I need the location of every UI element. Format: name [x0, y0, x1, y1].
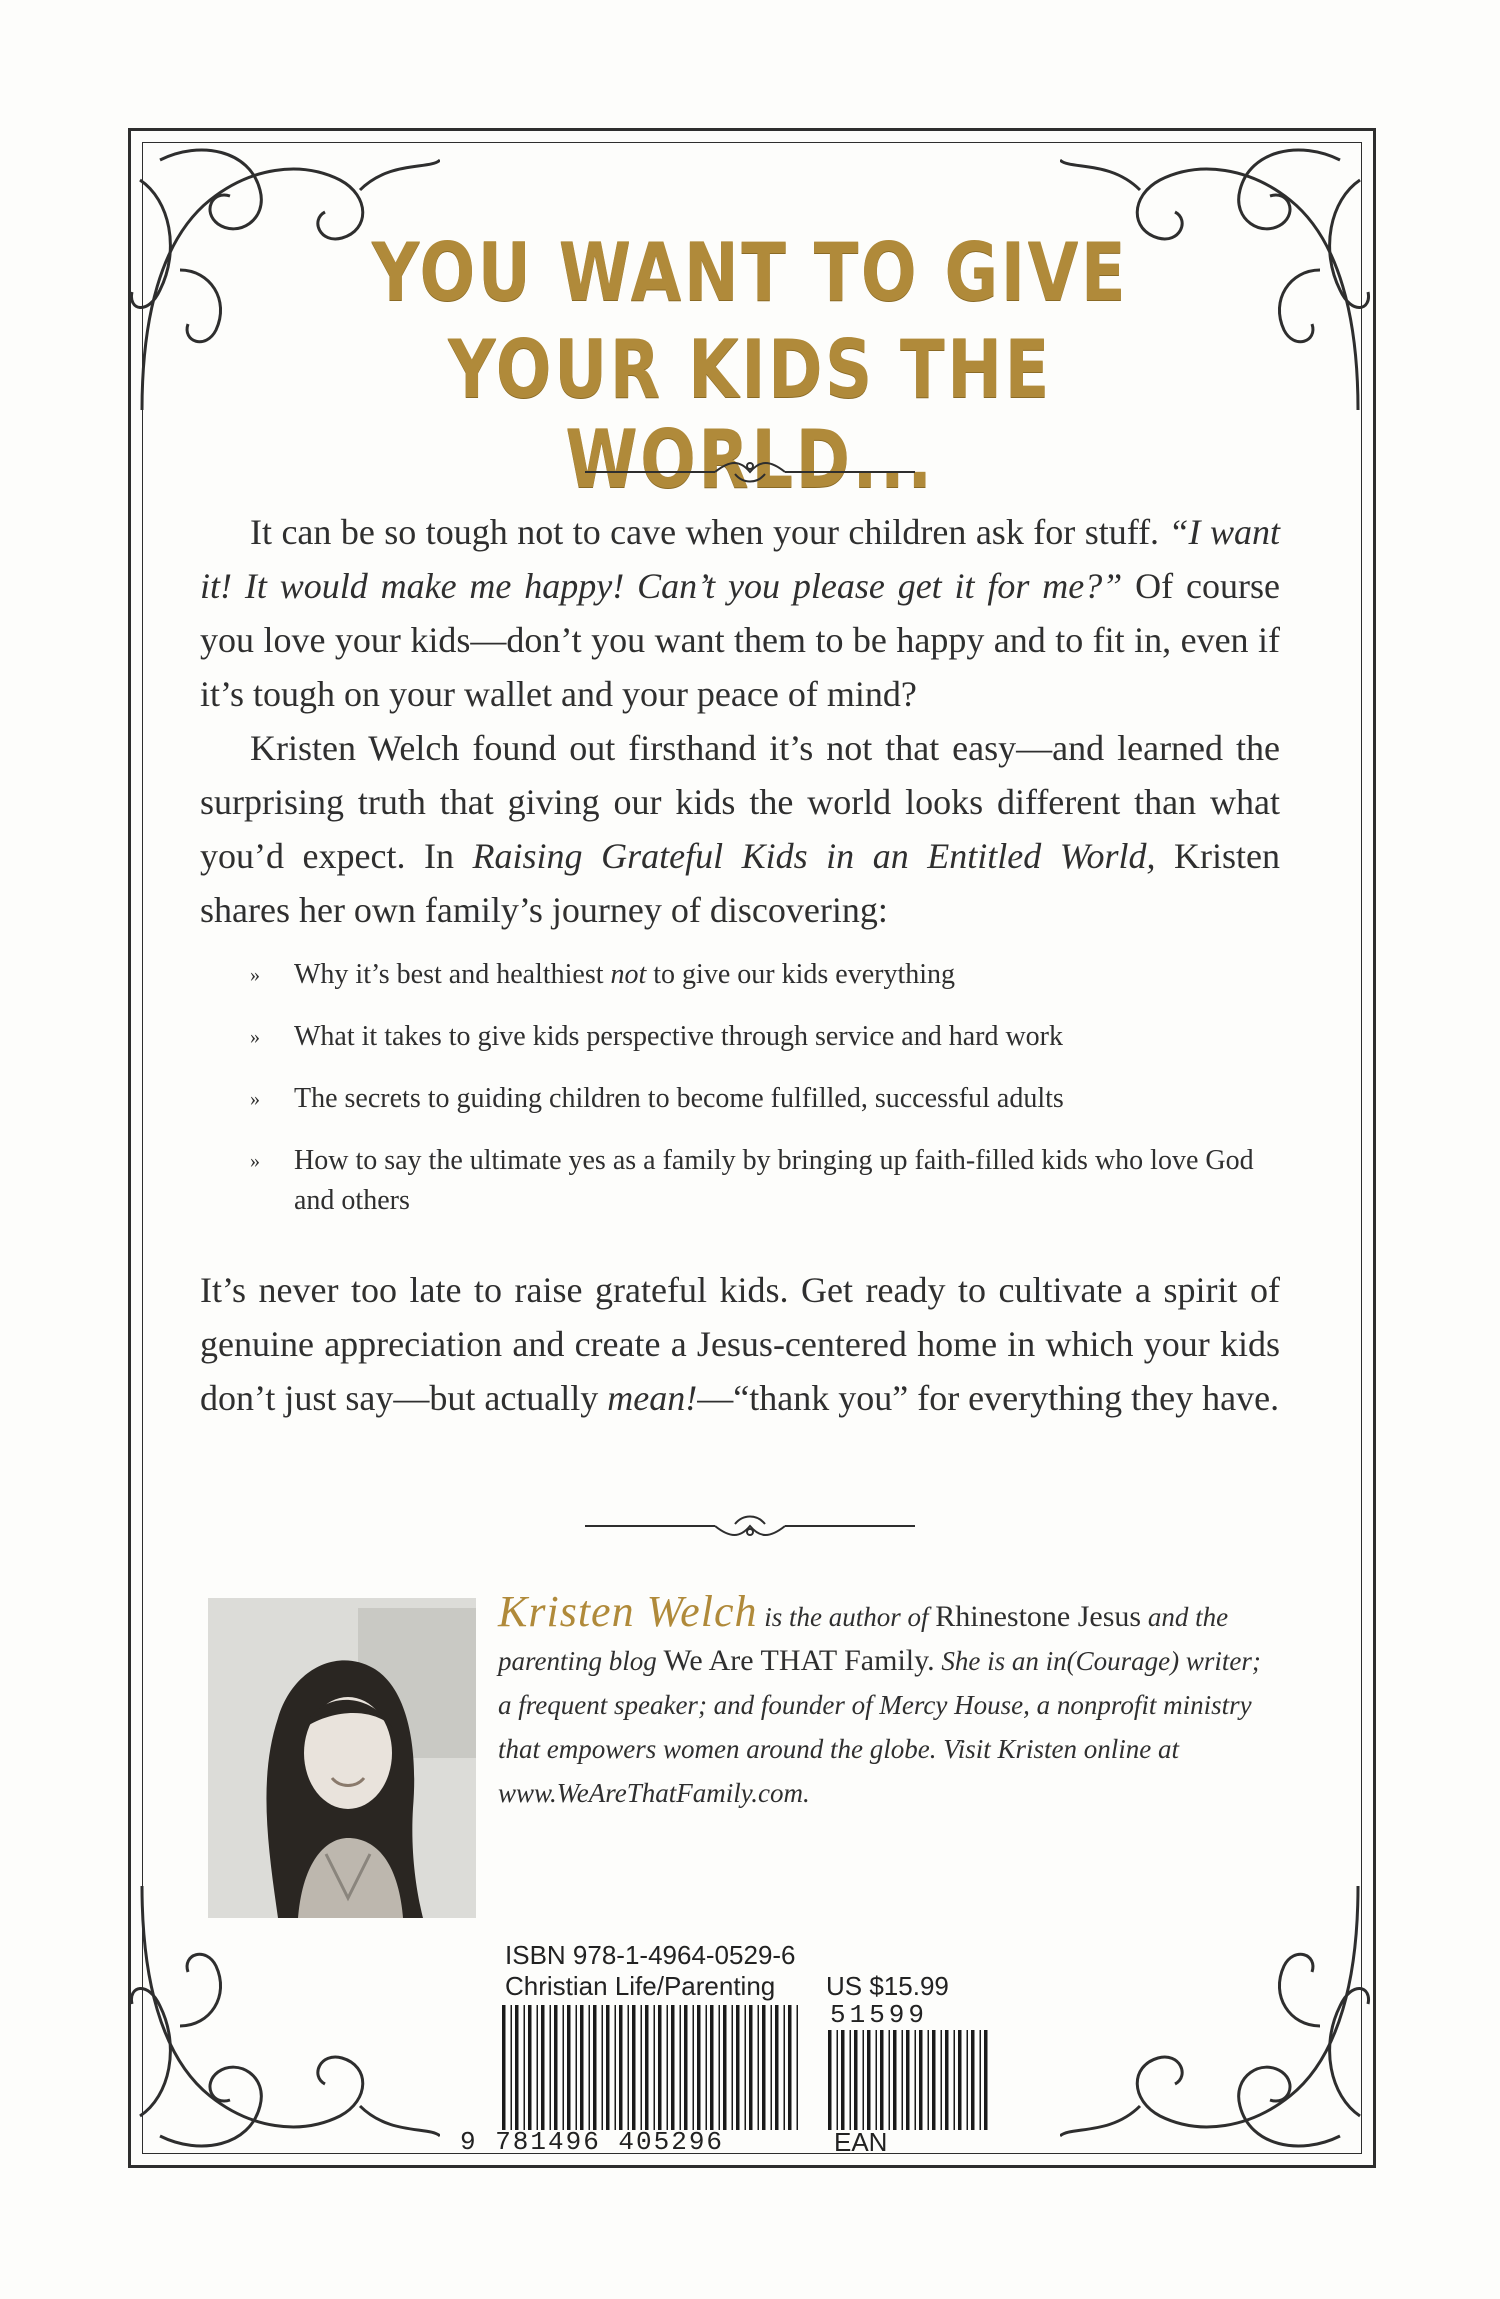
list-item — [250, 1017, 1280, 1057]
barcode-bar — [867, 2030, 871, 2130]
barcode-bar — [984, 2030, 988, 2130]
barcode-bar — [850, 2030, 852, 2130]
author-bio — [498, 1587, 1278, 1815]
bullet-text: What it takes to give kids perspective through service and hard work — [294, 1021, 1063, 1052]
closing-text-a: It’s never too late to raise grateful kids. Get ready to cultivate a spirit of genuine appreciation and create a Jesus-centered home in which your kids don’t just say—but actually — [200, 1270, 1280, 1418]
barcode-bar — [837, 2030, 839, 2130]
barcode-bar — [915, 2030, 917, 2130]
barcode-bar — [749, 2005, 753, 2130]
barcode-bar — [706, 2005, 708, 2130]
barcode-bar — [658, 2005, 662, 2130]
barcode-bar — [732, 2005, 734, 2130]
bullet-text: The secrets to guiding children to become fulfilled, successful adults — [294, 1083, 1064, 1114]
barcode-bar — [958, 2030, 962, 2130]
barcode-bar — [589, 2005, 591, 2130]
isbn-label: ISBN 978-1-4964-0529-6 — [505, 1940, 796, 1970]
bullet-emphasis: not — [610, 959, 647, 990]
barcode-bar — [632, 2005, 636, 2130]
barcode-bar — [876, 2030, 878, 2130]
barcode-bar — [680, 2005, 682, 2130]
barcode-bar — [758, 2005, 760, 2130]
divider-flourish-top-icon — [585, 452, 915, 492]
barcode-bar — [945, 2030, 949, 2130]
barcode-bar — [541, 2005, 545, 2130]
barcode-bar — [719, 2005, 721, 2130]
list-item — [250, 1141, 1280, 1221]
bio-blog-name: We Are THAT Family. — [663, 1644, 935, 1677]
barcode-bar — [593, 2005, 597, 2130]
barcode-bar — [667, 2005, 669, 2130]
barcode-bar — [784, 2005, 786, 2130]
intro-quote: “I want it! It would make me happy! Can’t you please get it for me?” — [200, 512, 1280, 606]
barcode-bar — [654, 2005, 656, 2130]
bio-text-2: and the parenting blog — [498, 1602, 1229, 1676]
barcode-bar — [902, 2030, 904, 2130]
bullet-marker: » — [250, 1088, 260, 1110]
bullet-text: Why it’s best and healthiest — [294, 959, 611, 990]
intro-text-a: It can be so tough not to cave when your children ask for stuff. — [250, 512, 1169, 552]
barcode-bar — [736, 2005, 740, 2130]
bullet-text-end: to give our kids everything — [646, 959, 956, 990]
intro-paragraph-1 — [200, 505, 1280, 721]
ean-label: EAN — [834, 2127, 888, 2157]
barcode-bar — [797, 2005, 799, 2130]
closing-text-b: —“thank you” for everything they have. — [697, 1378, 1280, 1418]
bullet-marker: » — [250, 964, 260, 986]
barcode-bar — [828, 2030, 832, 2130]
barcode-bar — [880, 2030, 884, 2130]
barcode-bar — [762, 2005, 766, 2130]
barcode-bar — [563, 2005, 565, 2130]
barcode-bar — [615, 2005, 617, 2130]
category-label: Christian Life/Parenting — [505, 1971, 776, 2001]
barcode-bar — [697, 2005, 701, 2130]
barcode-main-icon — [500, 2005, 805, 2130]
intro-paragraph-2 — [200, 721, 1280, 937]
barcode-bar — [971, 2030, 975, 2130]
headline-line-2: YOUR KIDS THE WORLD... — [448, 323, 1052, 506]
barcode-bar — [619, 2005, 623, 2130]
barcode-bar — [502, 2005, 506, 2130]
barcode-digits: 9 781496 405296 — [460, 2127, 725, 2157]
barcode-bar — [771, 2005, 773, 2130]
intro-text-b: Of course you love your kids—don’t you want them to be happy and to fit in, even if it’s tough on your wallet and your peace of mind? — [200, 566, 1280, 714]
book-title: Raising Grateful Kids in an Entitled World, — [472, 836, 1156, 876]
barcode-bar — [967, 2030, 969, 2130]
barcode-bar — [723, 2005, 727, 2130]
barcode-bar — [684, 2005, 688, 2130]
barcode-bar — [928, 2030, 930, 2130]
barcode-bar — [710, 2005, 714, 2130]
bio-text-3: She is an in(Courage) writer; a frequent speaker; and founder of Mercy House, a nonprofit ministry that empowers women around the globe. Visit Kristen online at www.WeAreThatFamily.com. — [498, 1646, 1261, 1808]
author-photo — [208, 1598, 476, 1918]
list-item — [250, 1079, 1280, 1119]
barcode-bar — [745, 2005, 747, 2130]
author-name: Kristen Welch — [498, 1587, 758, 1636]
barcode-bar — [537, 2005, 539, 2130]
bullet-marker: » — [250, 1150, 260, 1172]
price-label: US $15.99 — [826, 1971, 949, 2001]
intro-text-d: Kristen shares her own family’s journey of discovering: — [200, 836, 1280, 930]
bullet-list — [250, 955, 1280, 1243]
barcode-bar — [628, 2005, 630, 2130]
closing-paragraph — [200, 1263, 1280, 1425]
barcode-bar — [941, 2030, 943, 2130]
corner-flourish-bottom-right-icon — [1060, 1856, 1380, 2176]
closing-emphasis: mean! — [607, 1378, 698, 1418]
barcode-bar — [954, 2030, 956, 2130]
barcode-bar — [893, 2030, 897, 2130]
barcode-bar — [528, 2005, 532, 2130]
barcode-bar — [788, 2005, 792, 2130]
barcode-bar — [645, 2005, 649, 2130]
addon-number: 51599 — [830, 2000, 929, 2030]
barcode-bar — [919, 2030, 923, 2130]
barcode-bar — [932, 2030, 936, 2130]
barcode-addon-icon — [826, 2030, 996, 2130]
barcode-bar — [854, 2030, 858, 2130]
barcode-bar — [554, 2005, 558, 2130]
barcode-bar — [550, 2005, 552, 2130]
barcode-bar — [906, 2030, 910, 2130]
barcode-bar — [576, 2005, 578, 2130]
barcode-bar — [511, 2005, 513, 2130]
barcode-bar — [775, 2005, 779, 2130]
barcode-bar — [524, 2005, 526, 2130]
barcode-bar — [515, 2005, 519, 2130]
barcode-bar — [693, 2005, 695, 2130]
headline-line-1: YOU WANT TO GIVE — [371, 226, 1129, 319]
bullet-text: How to say the ultimate yes as a family by bringing up faith-filled kids who love God and others — [294, 1145, 1254, 1216]
barcode-bar — [841, 2030, 845, 2130]
bio-text-1: is the author of — [757, 1602, 936, 1632]
list-item — [250, 955, 1280, 995]
barcode-bar — [641, 2005, 643, 2130]
divider-flourish-bottom-icon — [585, 1506, 915, 1546]
barcode-bar — [889, 2030, 891, 2130]
barcode-bar — [580, 2005, 584, 2130]
bio-book-title: Rhinestone Jesus — [935, 1600, 1142, 1633]
bullet-marker: » — [250, 1026, 260, 1048]
barcode-bar — [567, 2005, 571, 2130]
barcode-bar — [671, 2005, 675, 2130]
barcode-bar — [602, 2005, 604, 2130]
barcode-bar — [606, 2005, 610, 2130]
barcode-bar — [863, 2030, 865, 2130]
intro-text-c: Kristen Welch found out firsthand it’s not that easy—and learned the surprising truth that giving our kids the world looks different than what you’d expect. In — [200, 728, 1280, 876]
barcode-bar — [980, 2030, 982, 2130]
author-portrait-icon — [208, 1598, 476, 1918]
